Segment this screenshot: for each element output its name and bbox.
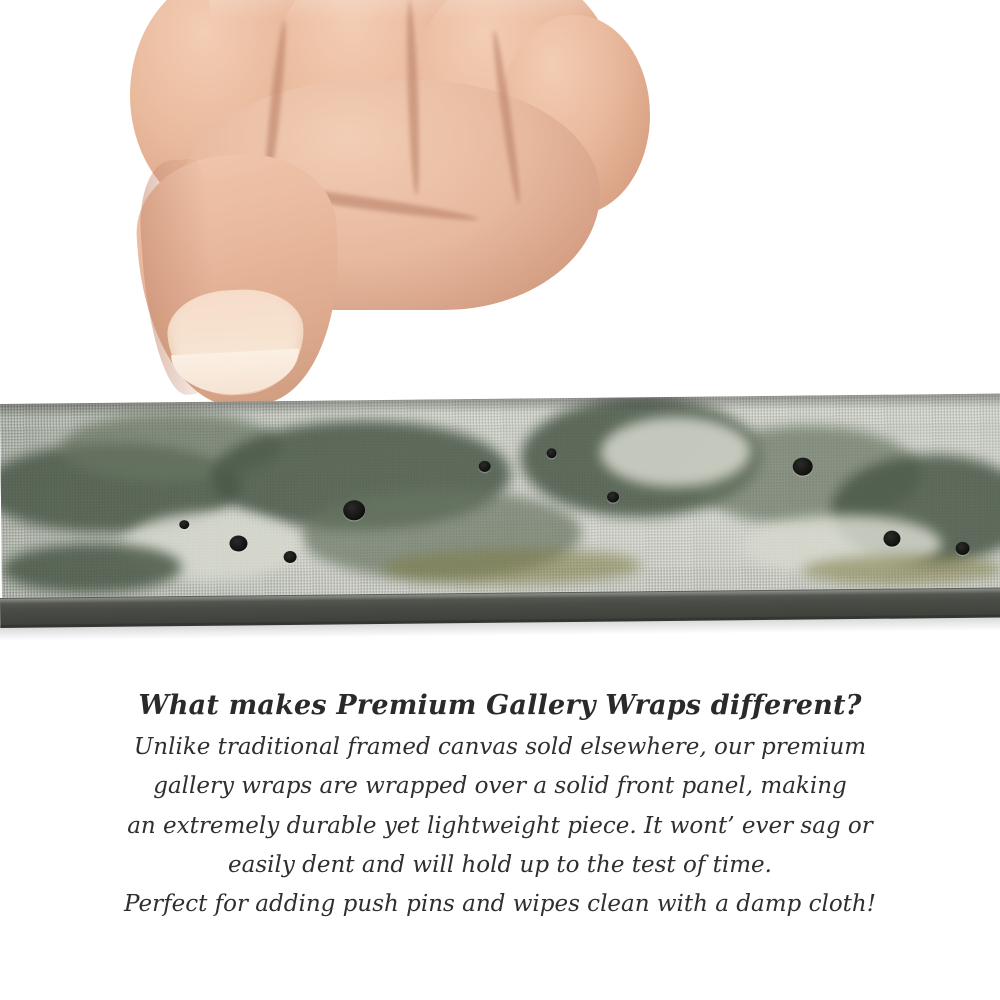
canvas-edge-icon bbox=[0, 394, 1000, 619]
pinhole bbox=[546, 448, 556, 458]
wrist-fade bbox=[210, 0, 630, 20]
caption-body bbox=[0, 731, 1000, 922]
pinhole bbox=[343, 500, 365, 520]
pinhole bbox=[793, 457, 813, 475]
pinhole bbox=[229, 535, 247, 551]
caption-line: Unlike traditional framed canvas sold elsewhere, our premium bbox=[133, 734, 867, 760]
caption-line: Perfect for adding push pins and wipes clean with a damp cloth! bbox=[124, 891, 876, 918]
pinhole bbox=[284, 551, 297, 563]
hand-icon bbox=[120, 0, 640, 430]
pinhole bbox=[955, 542, 969, 555]
pinhole bbox=[479, 461, 491, 472]
pinhole bbox=[179, 520, 189, 529]
caption-line: easily dent and will hold up to the test of time. bbox=[228, 852, 772, 879]
pinhole bbox=[883, 531, 900, 547]
caption-block bbox=[0, 690, 1000, 928]
caption-line: gallery wraps are wrapped over a solid front panel, making bbox=[153, 773, 847, 800]
caption-title: What makes Premium Gallery Wraps different? bbox=[138, 690, 862, 721]
caption-line: an extremely durable yet lightweight piece. It wont’ ever sag or bbox=[127, 812, 873, 839]
pinhole bbox=[607, 492, 619, 503]
